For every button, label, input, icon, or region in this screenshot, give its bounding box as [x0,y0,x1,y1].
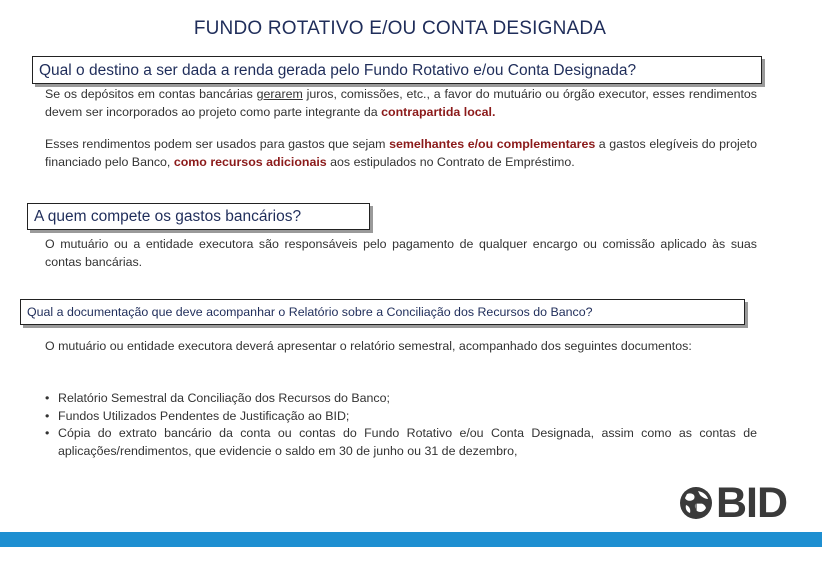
question-income-destination: Qual o destino a ser dada a renda gerada pelo Fundo Rotativo e/ou Conta Designada? [32,56,762,84]
documents-list [45,390,757,460]
paragraph-bank-charges: O mutuário ou a entidade executora são responsáveis pelo pagamento de qualquer encargo ou comissão aplicado às suas contas bancárias. [45,237,757,269]
question-documentation: Qual a documentação que deve acompanhar o Relatório sobre a Conciliação dos Recursos do Banco? [20,299,745,325]
paragraph-usage-text-a: Esses rendimentos podem ser usados para gastos que sejam [45,137,390,151]
list-item: • Fundos Utilizados Pendentes de Justificação ao BID; [45,408,757,426]
bid-logo [678,479,796,527]
list-item: • Cópia do extrato bancário da conta ou contas do Fundo Rotativo e/ou Conta Designada, assim como as contas de aplicações/rendimentos, que evidencie o saldo em 30 de junho ou 31 de dezembro, [45,425,757,460]
paragraph-deposits [45,86,757,121]
paragraph-deposits-highlight: contrapartida local. [381,104,496,119]
paragraph-usage [45,136,757,171]
paragraph-deposits-text-a: Se os depósitos em contas bancárias [45,87,257,101]
paragraph-documentation: O mutuário ou entidade executora deverá apresentar o relatório semestral, acompanhado dos seguintes documentos: [45,339,692,353]
paragraph-deposits-text-b: juros, comissões, etc., a favor do mutuário ou órgão executor, esses rendimentos devem ser incorporados ao projeto como parte integrante da [45,87,757,119]
paragraph-usage-highlight-2: como recursos adicionais [173,154,327,169]
footer-bar [0,532,822,547]
paragraph-usage-text-c: aos estipulados no Contrato de Empréstimo. [326,154,575,169]
bid-logo-text: BID [716,479,788,527]
globe-icon [678,485,714,521]
page-title: FUNDO ROTATIVO E/OU CONTA DESIGNADA [193,18,607,39]
list-item: • Relatório Semestral da Conciliação dos Recursos do Banco; [45,390,757,408]
paragraph-usage-highlight-1: semelhantes e/ou complementares [389,137,596,151]
question-bank-charges: A quem compete os gastos bancários? [27,203,370,230]
paragraph-usage-text-b: a gastos elegíveis do projeto financiado pelo Banco, [45,137,758,169]
paragraph-deposits-underlined: gerarem [256,87,303,101]
